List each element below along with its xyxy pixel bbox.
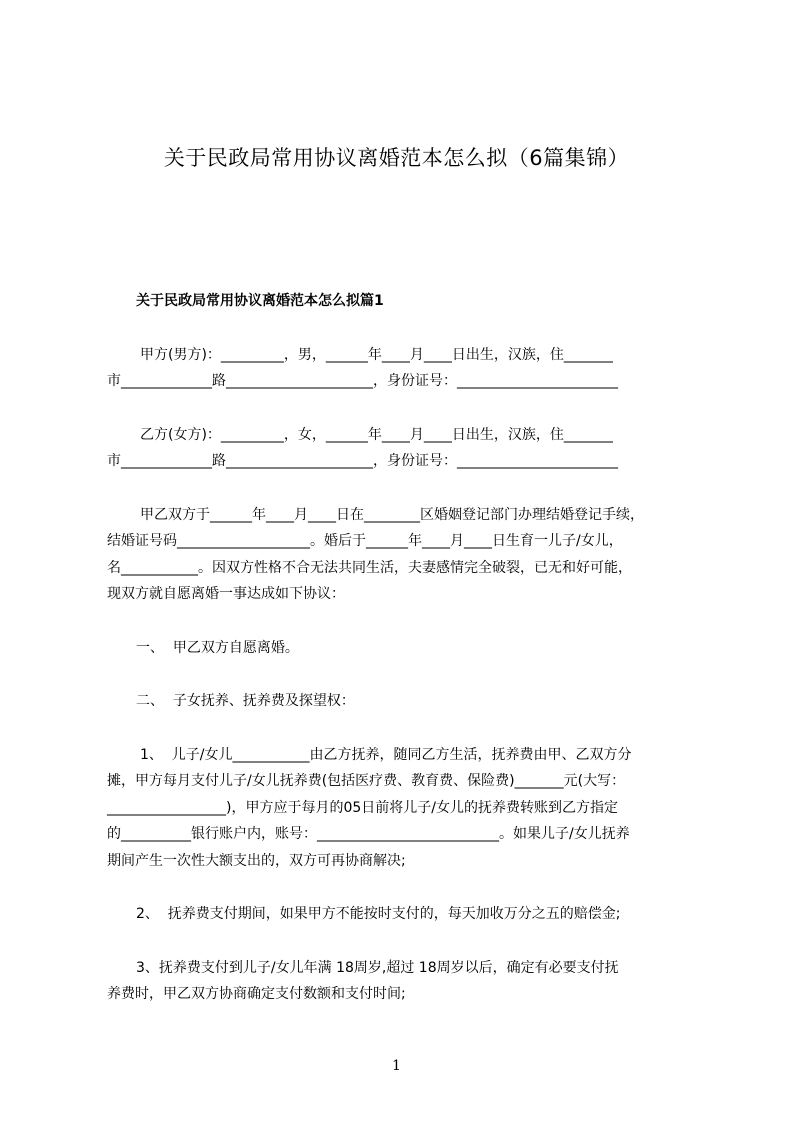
intro-line-4: 现双方就自愿离婚一事达成如下协议：: [107, 586, 345, 602]
intro-line-3: 名___________。因双方性格不合无法共同生活，夫妻感情完全破裂，已无和好可能，: [107, 560, 632, 576]
item-1-line-2: 摊，甲方每月支付儿子/女儿抚养费(包括医疗费、教育费、保险费)_______元(大写：: [107, 773, 626, 789]
item-2: 2、 抚养费支付期间，如果甲方不能按时支付的，每天加收万分之五的赔偿金;: [136, 906, 621, 922]
item-3-line-2: 养费时，甲乙双方协商确定支付数额和支付时间;: [107, 986, 406, 1002]
party-b-line-2: 市_____________路_____________________，身份证号：_______________________: [107, 453, 618, 469]
item-1-line-1: 1、 儿子/女儿___________由乙方抚养，随同乙方生活，抚养费由甲、乙双方分: [140, 747, 632, 763]
item-1-line-4: 的__________银行账户内，账号：__________________________。如果儿子/女儿抚养: [107, 826, 630, 842]
clause-1: 一、 甲乙双方自愿离婚。: [136, 640, 299, 656]
page-number: 1: [392, 1058, 401, 1074]
party-a-line-1: 甲方(男方)：_________，男，______年____月____日出生，汉族，住_______: [140, 347, 613, 363]
party-b-line-1: 乙方(女方)：_________，女，______年____月____日出生，汉族，住_______: [140, 427, 613, 443]
intro-line-2: 结婚证号码___________________。婚后于______年____月____日生育一儿子/女儿，: [107, 533, 623, 549]
item-1-line-3: _________________)，甲方应于每月的05日前将儿子/女儿的抚养费转账到乙方指定: [107, 800, 618, 816]
section-heading: 关于民政局常用协议离婚范本怎么拟篇1: [136, 293, 384, 309]
intro-line-1: 甲乙双方于______年____月____日在________区婚姻登记部门办理结婚登记手续，: [140, 507, 644, 523]
item-1-line-5: 期间产生一次性大额支出的，双方可再协商解决;: [107, 853, 406, 869]
clause-2: 二、 子女抚养、抚养费及探望权：: [136, 693, 355, 709]
document-title: 关于民政局常用协议离婚范本怎么拟（6篇集锦）: [163, 146, 630, 170]
item-3-line-1: 3、抚养费支付到儿子/女儿年满 18周岁,超过 18周岁以后，确定有必要支付抚: [136, 960, 619, 976]
party-a-line-2: 市_____________路_____________________，身份证号：_______________________: [107, 373, 618, 389]
